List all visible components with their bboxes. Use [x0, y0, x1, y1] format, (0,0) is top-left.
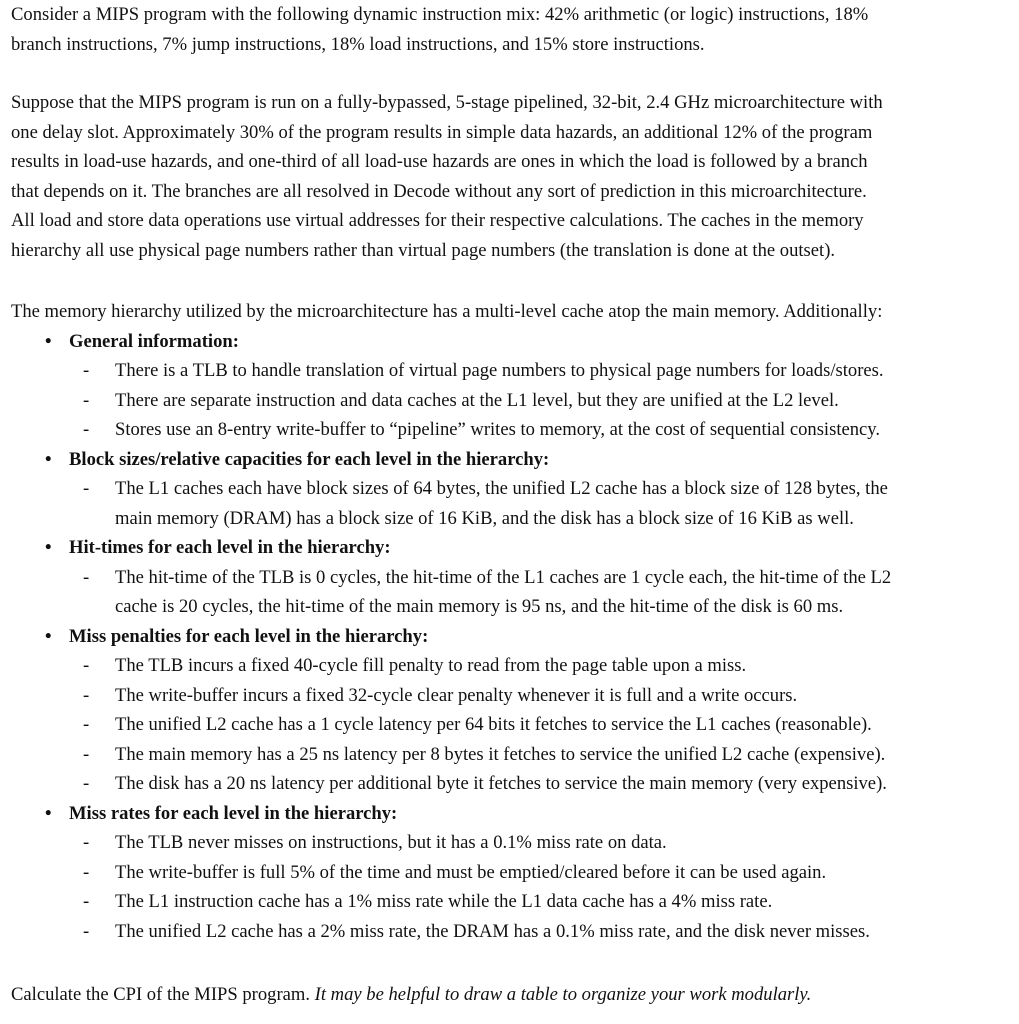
sub-item-line: The hit-time of the TLB is 0 cycles, the hit-time of the L1 caches are 1 cycle each, the hit-time of the L2: [115, 566, 892, 588]
bullet-heading: [45, 799, 891, 829]
sub-item: [69, 386, 891, 416]
memory-intro: The memory hierarchy utilized by the microarchitecture has a multi-level cache atop the main memory. Additionally:: [11, 301, 883, 322]
dash-icon: -: [83, 714, 90, 735]
bullet-section: [11, 622, 891, 799]
bullet-section: [11, 327, 891, 445]
dash-icon: -: [83, 891, 90, 912]
dash-icon: -: [83, 773, 90, 794]
bullet-heading: [45, 533, 891, 563]
sub-item-line: The write-buffer incurs a fixed 32-cycle clear penalty whenever it is full and a write occurs.: [115, 684, 798, 706]
sub-item: [69, 651, 891, 681]
dash-icon: -: [83, 861, 90, 883]
arch-line: that depends on it. The branches are all resolved in Decode without any sort of prediction in this microarchitecture.: [11, 180, 867, 202]
memory-hierarchy-section: [11, 297, 891, 946]
bullet-section: [11, 533, 891, 622]
sub-item: [69, 887, 891, 917]
dash-icon: -: [83, 920, 90, 942]
dash-icon: -: [83, 743, 90, 765]
sub-item-line: Stores use an 8-entry write-buffer to “pipeline” writes to memory, at the cost of sequential consistency.: [115, 419, 881, 440]
bullet-heading: [45, 622, 891, 652]
sub-item-line: There are separate instruction and data caches at the L1 level, but they are unified at the L2 level.: [115, 389, 839, 411]
sub-item-line: The disk has a 20 ns latency per additional byte it fetches to service the main memory (very expensive).: [115, 773, 887, 794]
arch-line: one delay slot. Approximately 30% of the program results in simple data hazards, an additional 12% of the program: [11, 121, 873, 143]
arch-line: hierarchy all use physical page numbers rather than virtual page numbers (the translation is done at the outset).: [11, 239, 836, 261]
sub-item: [69, 740, 891, 770]
sub-item: [69, 858, 891, 888]
sub-item-line: The main memory has a 25 ns latency per 8 bytes it fetches to service the unified L2 cache (expensive).: [115, 743, 886, 765]
sub-item-line: cache is 20 cycles, the hit-time of the main memory is 95 ns, and the hit-time of the disk is 60 ms.: [115, 596, 844, 617]
sub-item: [69, 415, 891, 445]
dash-icon: -: [83, 478, 90, 499]
bullet-icon: •: [45, 625, 52, 647]
sub-item: [69, 917, 891, 947]
dash-icon: -: [83, 655, 90, 676]
sub-item-line: The L1 caches each have block sizes of 64 bytes, the unified L2 cache has a block size of 128 bytes, the: [115, 478, 888, 499]
sub-item-line: The L1 instruction cache has a 1% miss rate while the L1 data cache has a 4% miss rate.: [115, 891, 773, 912]
bullet-heading-text: Hit-times for each level in the hierarchy:: [69, 537, 391, 558]
bullet-section: [11, 799, 891, 947]
arch-line: All load and store data operations use virtual addresses for their respective calculations. The caches in the memory: [11, 210, 864, 231]
bullet-heading-text: General information:: [69, 330, 239, 352]
question-hint: It may be helpful to draw a table to organize your work modularly.: [314, 984, 812, 1005]
dash-icon: -: [83, 389, 90, 411]
bullet-section: [11, 445, 891, 534]
sub-item-line: The TLB incurs a fixed 40-cycle fill penalty to read from the page table upon a miss.: [115, 655, 747, 676]
bullet-heading: [45, 445, 891, 475]
bullet-icon: •: [45, 537, 52, 558]
sub-item-line: The unified L2 cache has a 1 cycle latency per 64 bits it fetches to service the L1 caches (reasonable).: [115, 714, 872, 735]
dash-icon: -: [83, 566, 90, 588]
sub-item-line: The write-buffer is full 5% of the time and must be emptied/cleared before it can be used again.: [115, 861, 827, 883]
dash-icon: -: [83, 832, 90, 853]
bullet-icon: •: [45, 448, 52, 470]
arch-line: results in load-use hazards, and one-third of all load-use hazards are ones in which the load is followed by a branch: [11, 151, 868, 172]
sub-item: [69, 474, 891, 533]
bullet-icon: •: [45, 330, 52, 352]
bullet-heading-text: Miss rates for each level in the hierarchy:: [69, 802, 398, 824]
sub-item: [69, 356, 891, 386]
sub-item-line: main memory (DRAM) has a block size of 16 KiB, and the disk has a block size of 16 KiB as well.: [115, 507, 854, 529]
sub-item: [69, 681, 891, 711]
sub-item: [69, 828, 891, 858]
intro-line: branch instructions, 7% jump instructions, 18% load instructions, and 15% store instructions.: [11, 33, 705, 55]
sub-item: [69, 563, 891, 622]
sub-item-line: The TLB never misses on instructions, but it has a 0.1% miss rate on data.: [115, 832, 667, 853]
question-paragraph: [11, 980, 811, 1010]
arch-line: Suppose that the MIPS program is run on a fully-bypassed, 5-stage pipelined, 32-bit, 2.4 GHz microarchitecture with: [11, 92, 883, 113]
dash-icon: -: [83, 684, 90, 706]
bullet-icon: •: [45, 802, 52, 824]
instruction-mix-paragraph: [11, 0, 868, 59]
sub-item: [69, 769, 891, 799]
sub-item-line: The unified L2 cache has a 2% miss rate, the DRAM has a 0.1% miss rate, and the disk never misses.: [115, 920, 870, 942]
dash-icon: -: [83, 419, 90, 440]
dash-icon: -: [83, 360, 90, 381]
sub-item: [69, 710, 891, 740]
intro-line: Consider a MIPS program with the following dynamic instruction mix: 42% arithmetic (or logic) instructions, 18%: [11, 4, 869, 25]
memory-bullet-list: [11, 327, 891, 947]
bullet-heading-text: Miss penalties for each level in the hierarchy:: [69, 625, 429, 647]
sub-item-line: There is a TLB to handle translation of virtual page numbers to physical page numbers for loads/stores.: [115, 360, 884, 381]
bullet-heading: [45, 327, 891, 357]
bullet-heading-text: Block sizes/relative capacities for each level in the hierarchy:: [69, 448, 550, 470]
microarchitecture-paragraph: [11, 88, 883, 265]
question-text: Calculate the CPI of the MIPS program.: [11, 984, 310, 1005]
